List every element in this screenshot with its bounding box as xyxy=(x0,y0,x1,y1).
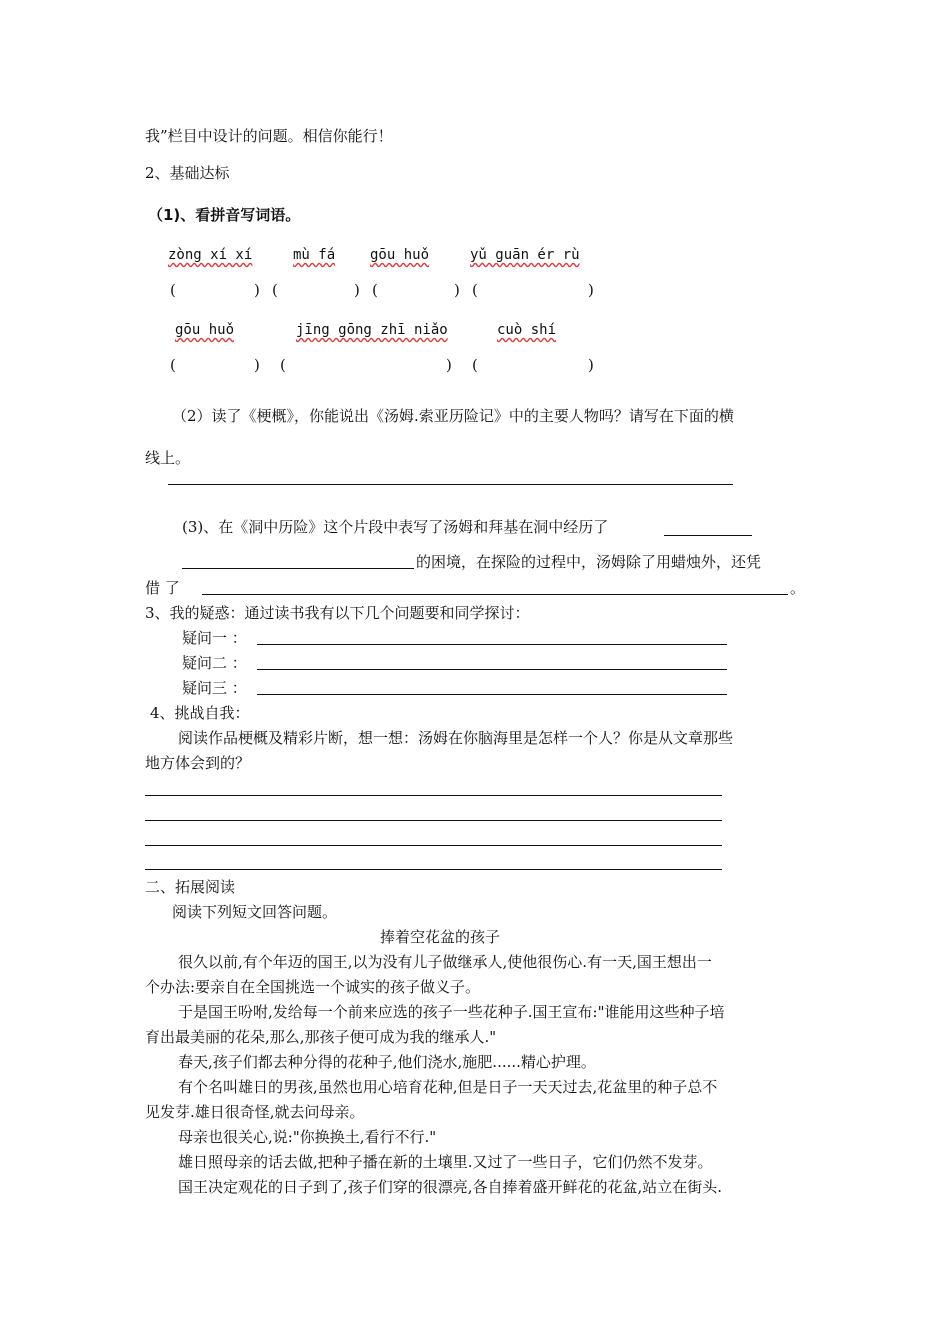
writing-line-2 xyxy=(145,820,722,821)
story-p5: 母亲也很关心,说:"你换换土,看行不行." xyxy=(178,1128,437,1146)
answer-blank-1-open: ( xyxy=(170,281,176,299)
q3-line-2: 的困境，在探险的过程中，汤姆除了用蜡烛外，还凭 xyxy=(416,553,762,571)
answer-blank-4-close: ) xyxy=(588,281,594,299)
answer-blank-2-open: ( xyxy=(272,281,278,299)
intro-line: 我”栏目中设计的问题。相信你能行！ xyxy=(145,127,393,145)
story-p6: 雄日照母亲的话去做,把种子播在新的土壤里.又过了一些日子，它们仍然不发芽。 xyxy=(178,1153,713,1171)
writing-line-4 xyxy=(145,869,722,870)
answer-blank-7-open: ( xyxy=(472,356,478,374)
question-label-2: 疑问二 ： xyxy=(182,654,247,672)
section-3-heading: 3、我的疑惑：通过读书我有以下几个问题要和同学探讨： xyxy=(145,604,530,622)
answer-blank-7-close: ) xyxy=(588,356,594,374)
story-p2-b: 育出最美丽的花朵,那么,那孩子便可成为我的继承人." xyxy=(145,1028,497,1046)
q1-title: （1)、看拼音写词语。 xyxy=(148,206,301,224)
answer-blank-3-open: ( xyxy=(372,281,378,299)
answer-blank-6-close: ) xyxy=(446,356,452,374)
section-2-heading: 2、基础达标 xyxy=(145,164,230,182)
answer-blank-2-close: ) xyxy=(354,281,360,299)
question-line-1 xyxy=(257,644,727,645)
pinyin-6: jīng gōng zhī niǎo xyxy=(296,322,448,338)
q2-line-1: （2）读了《梗概》，你能说出《汤姆.索亚历险记》中的主要人物吗？请写在下面的横 xyxy=(172,407,734,425)
pinyin-4: yǔ guān ér rù xyxy=(470,247,580,263)
section-4-line-2: 地方体会到的？ xyxy=(145,754,251,772)
story-p7: 国王决定观花的日子到了,孩子们穿的很漂亮,各自捧着盛开鲜花的花盆,站立在街头. xyxy=(178,1178,723,1196)
q3-line-1: (3)、在《洞中历险》这个片段中表写了汤姆和拜基在洞中经历了 xyxy=(182,518,609,536)
q3-line-3-end: 。 xyxy=(790,579,806,597)
q3-blank-3 xyxy=(202,594,788,595)
story-p3: 春天,孩子们都去种分得的花种子,他们浇水,施肥......精心护理。 xyxy=(178,1053,596,1071)
section-4-line-1: 阅读作品梗概及精彩片断，想一想：汤姆在你脑海里是怎样一个人？你是从文章那些 xyxy=(178,729,734,747)
part-2-instruction: 阅读下列短文回答问题。 xyxy=(172,903,338,921)
pinyin-7: cuò shí xyxy=(497,322,557,338)
q2-answer-line xyxy=(168,484,733,485)
answer-blank-6-open: ( xyxy=(280,356,286,374)
story-p1-a: 很久以前,有个年迈的国王,以为没有儿子做继承人,使他很伤心.有一天,国王想出一 xyxy=(178,953,712,971)
q2-line-2: 线上。 xyxy=(145,449,191,467)
pinyin-3: gōu huǒ xyxy=(370,247,430,263)
question-label-1: 疑问一 ： xyxy=(182,629,247,647)
pinyin-2: mù fá xyxy=(293,247,336,263)
section-4-heading: 4、挑战自我： xyxy=(150,704,250,722)
story-title: 捧着空花盆的孩子 xyxy=(380,928,501,946)
story-p4-b: 见发芽.雄日很奇怪,就去问母亲。 xyxy=(145,1103,365,1121)
writing-line-1 xyxy=(145,795,722,796)
answer-blank-1-close: ) xyxy=(254,281,260,299)
question-line-2 xyxy=(257,669,727,670)
answer-blank-5-open: ( xyxy=(170,356,176,374)
answer-blank-4-open: ( xyxy=(472,281,478,299)
q3-blank-2 xyxy=(182,568,414,569)
story-p4-a: 有个名叫雄日的男孩,虽然也用心培育花种,但是日子一天天过去,花盆里的种子总不 xyxy=(178,1078,718,1096)
pinyin-1: zòng xí xí xyxy=(168,247,253,263)
question-label-3: 疑问三 ： xyxy=(182,679,247,697)
part-2-heading: 二、拓展阅读 xyxy=(145,878,236,896)
answer-blank-5-close: ) xyxy=(254,356,260,374)
answer-blank-3-close: ) xyxy=(454,281,460,299)
question-line-3 xyxy=(257,694,727,695)
pinyin-5: gōu huǒ xyxy=(175,322,235,338)
story-p1-b: 个办法:要亲自在全国挑选一个诚实的孩子做义子。 xyxy=(145,978,481,996)
writing-line-3 xyxy=(145,845,722,846)
q3-line-3-label: 借 了 xyxy=(145,579,180,597)
q3-blank-1 xyxy=(664,535,752,536)
story-p2-a: 于是国王吩咐,发给每一个前来应选的孩子一些花种子.国王宣布:"谁能用这些种子培 xyxy=(178,1003,725,1021)
